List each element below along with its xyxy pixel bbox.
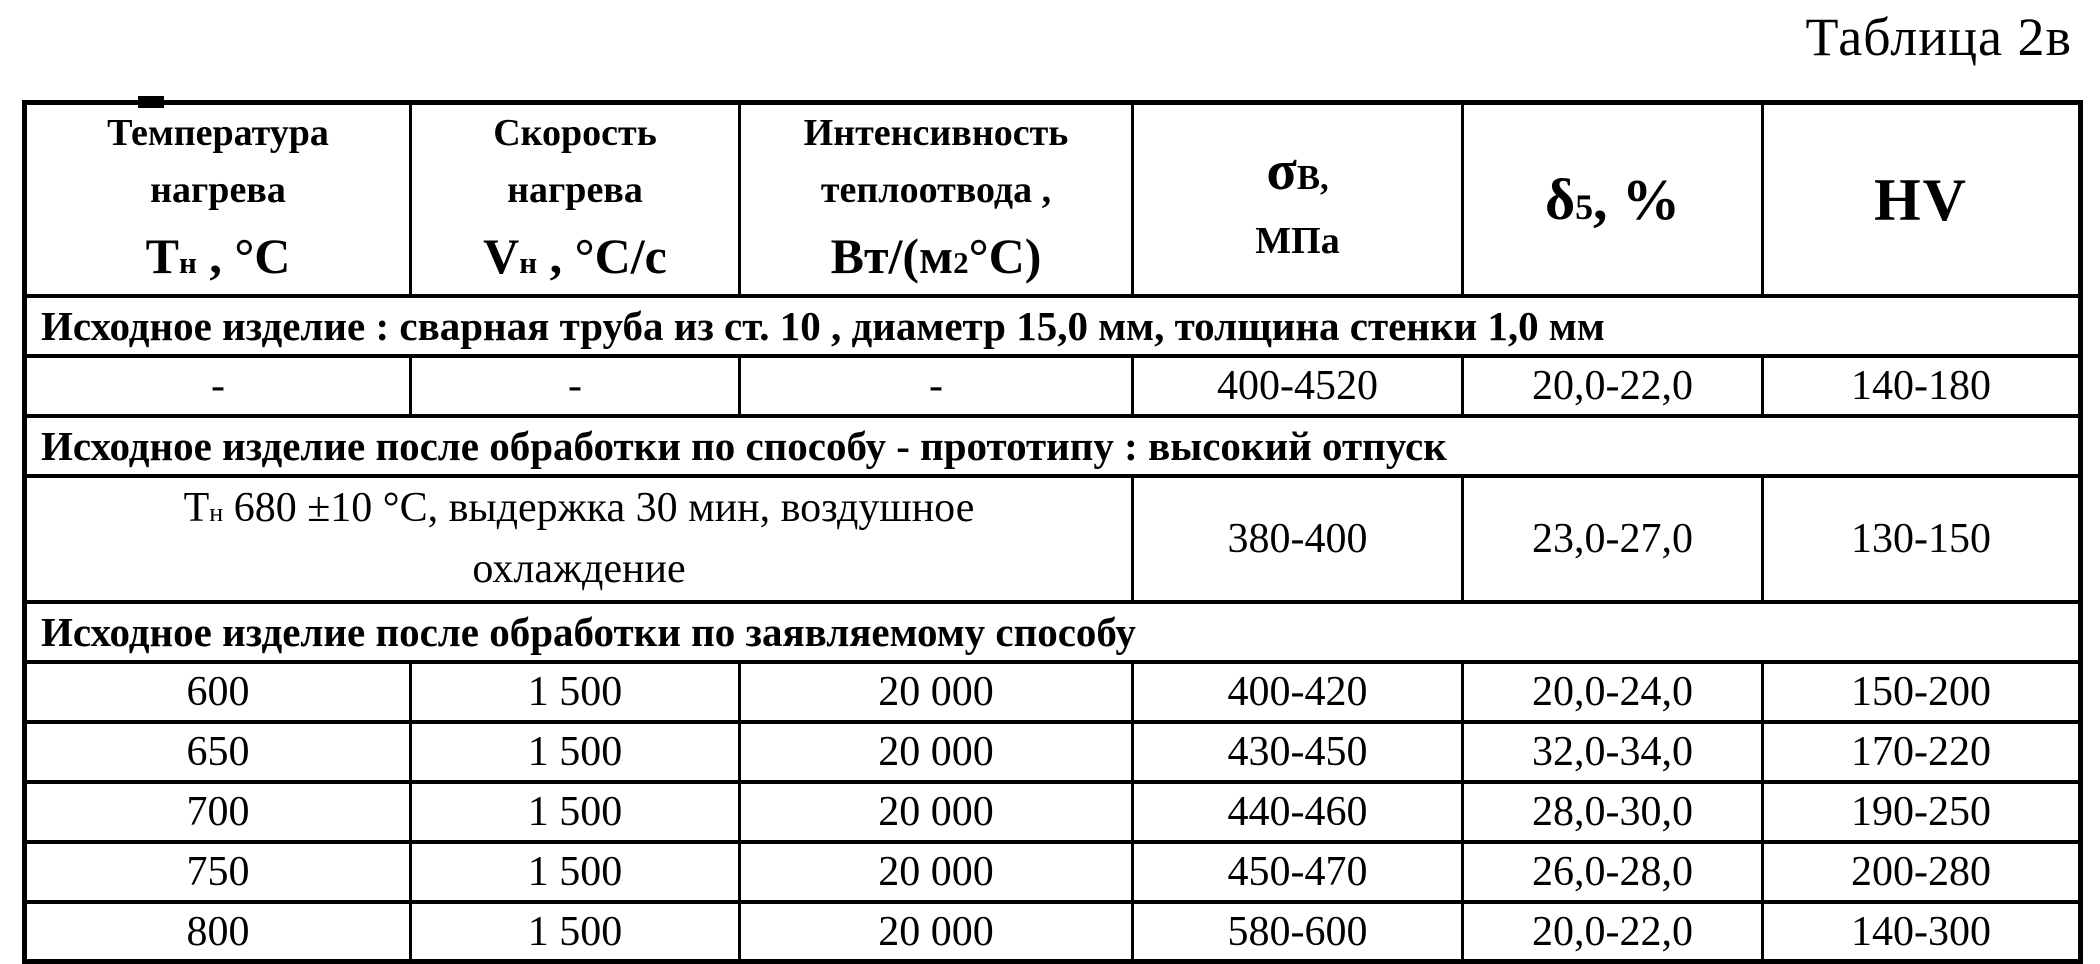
cell-temperature: 650 bbox=[25, 722, 411, 782]
cell-sigma: 440-460 bbox=[1133, 782, 1463, 842]
col-header-heating-rate bbox=[411, 103, 740, 297]
table-row bbox=[25, 722, 2081, 782]
cell-sigma: 380-400 bbox=[1133, 476, 1463, 602]
section-label: Исходное изделие после обработки по способу - прототипу : высокий отпуск bbox=[25, 416, 2081, 476]
table-row-initial bbox=[25, 356, 2081, 416]
header-symbol: $Т_н$ , °С bbox=[145, 228, 291, 284]
cell-delta: 32,0-34,0 bbox=[1463, 722, 1763, 782]
cell-intensity: 20 000 bbox=[740, 842, 1133, 902]
table-row-prototype bbox=[25, 476, 2081, 602]
table-caption: Таблица 2в bbox=[1805, 7, 2072, 67]
header-symbol: $V_н$ , °С/с bbox=[483, 228, 667, 284]
cell-rate: 1 500 bbox=[411, 662, 740, 722]
col-header-heating-temperature bbox=[25, 103, 411, 297]
header-symbol: $Вт/(м^2^\circ С)$ bbox=[830, 228, 1042, 284]
cell-temperature: 600 bbox=[25, 662, 411, 722]
cell-sigma: 450-470 bbox=[1133, 842, 1463, 902]
header-line: теплоотвода , bbox=[820, 169, 1052, 211]
section-label: Исходное изделие после обработки по заявляемому способу bbox=[25, 602, 2081, 662]
table-row bbox=[25, 842, 2081, 902]
table-row bbox=[25, 782, 2081, 842]
cell-sigma: 580-600 bbox=[1133, 902, 1463, 962]
section-row-claimed-method bbox=[25, 602, 2081, 662]
header-line: Скорость bbox=[493, 112, 657, 154]
col-header-tensile-strength bbox=[1133, 103, 1463, 297]
col-header-elongation bbox=[1463, 103, 1763, 297]
section-label: Исходное изделие : сварная труба из ст. 10 , диаметр 15,0 мм, толщина стенки 1,0 мм bbox=[25, 296, 2081, 356]
cell-hv: 150-200 bbox=[1763, 662, 2081, 722]
cell-temperature: 750 bbox=[25, 842, 411, 902]
cell-rate: 1 500 bbox=[411, 902, 740, 962]
cell-sigma: 400-420 bbox=[1133, 662, 1463, 722]
cell-delta: 20,0-22,0 bbox=[1463, 902, 1763, 962]
header-unit: МПа bbox=[1255, 220, 1340, 262]
cell-hv: 140-300 bbox=[1763, 902, 2081, 962]
cell-intensity: 20 000 bbox=[740, 722, 1133, 782]
cell-temperature: - bbox=[25, 356, 411, 416]
hv-label: HV bbox=[1874, 166, 1968, 233]
cell-hv: 140-180 bbox=[1763, 356, 2081, 416]
cell-delta: 20,0-22,0 bbox=[1463, 356, 1763, 416]
table-row bbox=[25, 902, 2081, 962]
cell-rate: - bbox=[411, 356, 740, 416]
table-row bbox=[25, 662, 2081, 722]
cell-temperature: 800 bbox=[25, 902, 411, 962]
cell-rate: 1 500 bbox=[411, 722, 740, 782]
cell-prototype-conditions: $Т_н$ 680 ±10 °С, выдержка 30 мин, воздушное охлаждение bbox=[25, 476, 1133, 602]
sigma-symbol: $\sigma_{В,}$ bbox=[1266, 140, 1329, 202]
cell-hv: 130-150 bbox=[1763, 476, 2081, 602]
cell-rate: 1 500 bbox=[411, 842, 740, 902]
cell-intensity: - bbox=[740, 356, 1133, 416]
cell-sigma: 430-450 bbox=[1133, 722, 1463, 782]
cell-intensity: 20 000 bbox=[740, 902, 1133, 962]
header-line: Температура bbox=[107, 112, 329, 154]
section-row-initial-product bbox=[25, 296, 2081, 356]
cell-rate: 1 500 bbox=[411, 782, 740, 842]
table-header-row bbox=[25, 103, 2081, 297]
properties-table bbox=[22, 100, 2083, 964]
header-line: нагрева bbox=[507, 169, 643, 211]
cell-hv: 190-250 bbox=[1763, 782, 2081, 842]
section-row-prototype-method bbox=[25, 416, 2081, 476]
col-header-heat-removal-intensity bbox=[740, 103, 1133, 297]
header-line: Интенсивность bbox=[803, 112, 1069, 154]
cell-intensity: 20 000 bbox=[740, 782, 1133, 842]
cell-delta: 20,0-24,0 bbox=[1463, 662, 1763, 722]
delta-symbol: $\delta_5$, % bbox=[1544, 167, 1681, 232]
cell-delta: 28,0-30,0 bbox=[1463, 782, 1763, 842]
cell-sigma: 400-4520 bbox=[1133, 356, 1463, 416]
col-header-hardness bbox=[1763, 103, 2081, 297]
cell-intensity: 20 000 bbox=[740, 662, 1133, 722]
cell-hv: 170-220 bbox=[1763, 722, 2081, 782]
cell-delta: 23,0-27,0 bbox=[1463, 476, 1763, 602]
cell-hv: 200-280 bbox=[1763, 842, 2081, 902]
cell-delta: 26,0-28,0 bbox=[1463, 842, 1763, 902]
cell-temperature: 700 bbox=[25, 782, 411, 842]
header-line: нагрева bbox=[150, 169, 286, 211]
